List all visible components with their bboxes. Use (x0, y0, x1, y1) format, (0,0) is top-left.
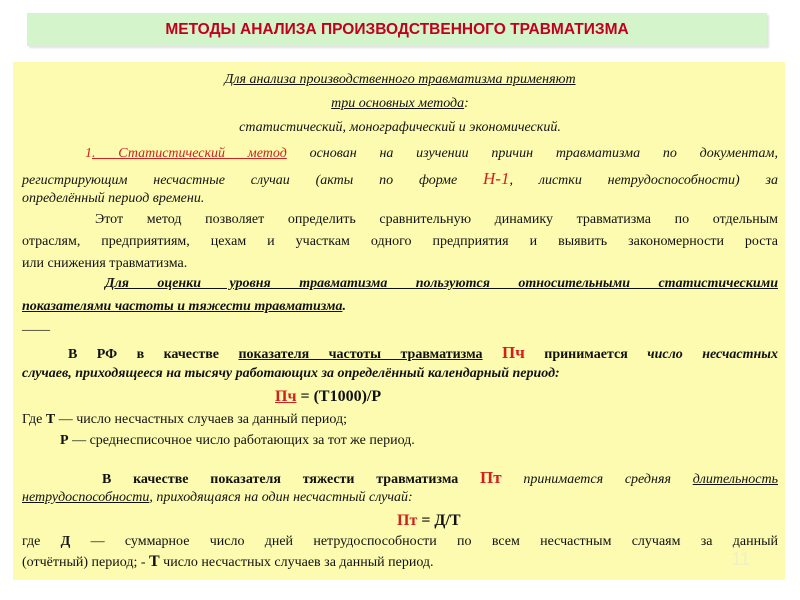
frequency-line-2: случаев, приходящееся на тысячу работающих за определённый календарный период: (22, 366, 560, 381)
severity-line-2: нетрудоспособности, приходящаяся на один несчастный случай: (22, 490, 413, 505)
form-n1: Н-1 (483, 169, 510, 188)
intro-line-1: Для анализа производственного травматизма применяют (224, 72, 576, 87)
comparison-line-2: отраслям, предприятиям, цехам и участкам одного предприятия и выявить закономерности роста (22, 234, 778, 249)
where-p-line: Р — среднесписочное число работающих за тот же период. (60, 433, 415, 448)
pt-symbol: Пт (480, 468, 502, 487)
intro-line-3: статистический, монографический и экономический. (239, 120, 561, 135)
frequency-formula: Пч = (Т1000)/Р (275, 388, 382, 405)
severity-line-1: В качестве показателя тяжести травматизма Пт принимается средняя длительность (102, 468, 778, 487)
intro-line-2: три основных метода: (331, 96, 469, 111)
comparison-line-3: или снижения травматизма. (22, 256, 188, 271)
frequency-line-1: В РФ в качестве показателя частоты травматизма Пч принимается число несчастных (68, 343, 778, 362)
stat-method-line-2: регистрирующим несчастные случаи (акты по форме Н-1, листки нетрудоспособности) за (22, 169, 779, 188)
stat-method-line-3: определённый период времени. (22, 191, 205, 206)
where-t-line: Где Т — число несчастных случаев за данный период; (22, 412, 347, 427)
slide-number: 11 (731, 549, 750, 569)
slide-title-bar (27, 13, 767, 46)
comparison-line-1: Этот метод позволяет определить сравнительную динамику травматизма по отдельным (95, 212, 778, 227)
stat-method-line-1: 1. Статистический метод основан на изучении причин травматизма по документам, (85, 146, 778, 161)
where-d-line-1: где Д — суммарное число дней нетрудоспособности по всем несчастным случаям за данный (22, 534, 778, 549)
assessment-line-2: показателями частоты и тяжести травматизма. (22, 299, 346, 314)
assessment-line-1: Для оценки уровня травматизма пользуются относительными статистическими (105, 276, 778, 291)
slide-title: МЕТОДЫ АНАЛИЗА ПРОИЗВОДСТВЕННОГО ТРАВМАТИЗМА (165, 21, 629, 38)
pch-symbol: Пч (502, 343, 525, 362)
severity-formula: Пт = Д/Т (397, 512, 461, 529)
separator: ____ (22, 318, 50, 333)
where-d-line-2: (отчётный) период; - Т число несчастных случаев за данный период. (22, 553, 434, 570)
